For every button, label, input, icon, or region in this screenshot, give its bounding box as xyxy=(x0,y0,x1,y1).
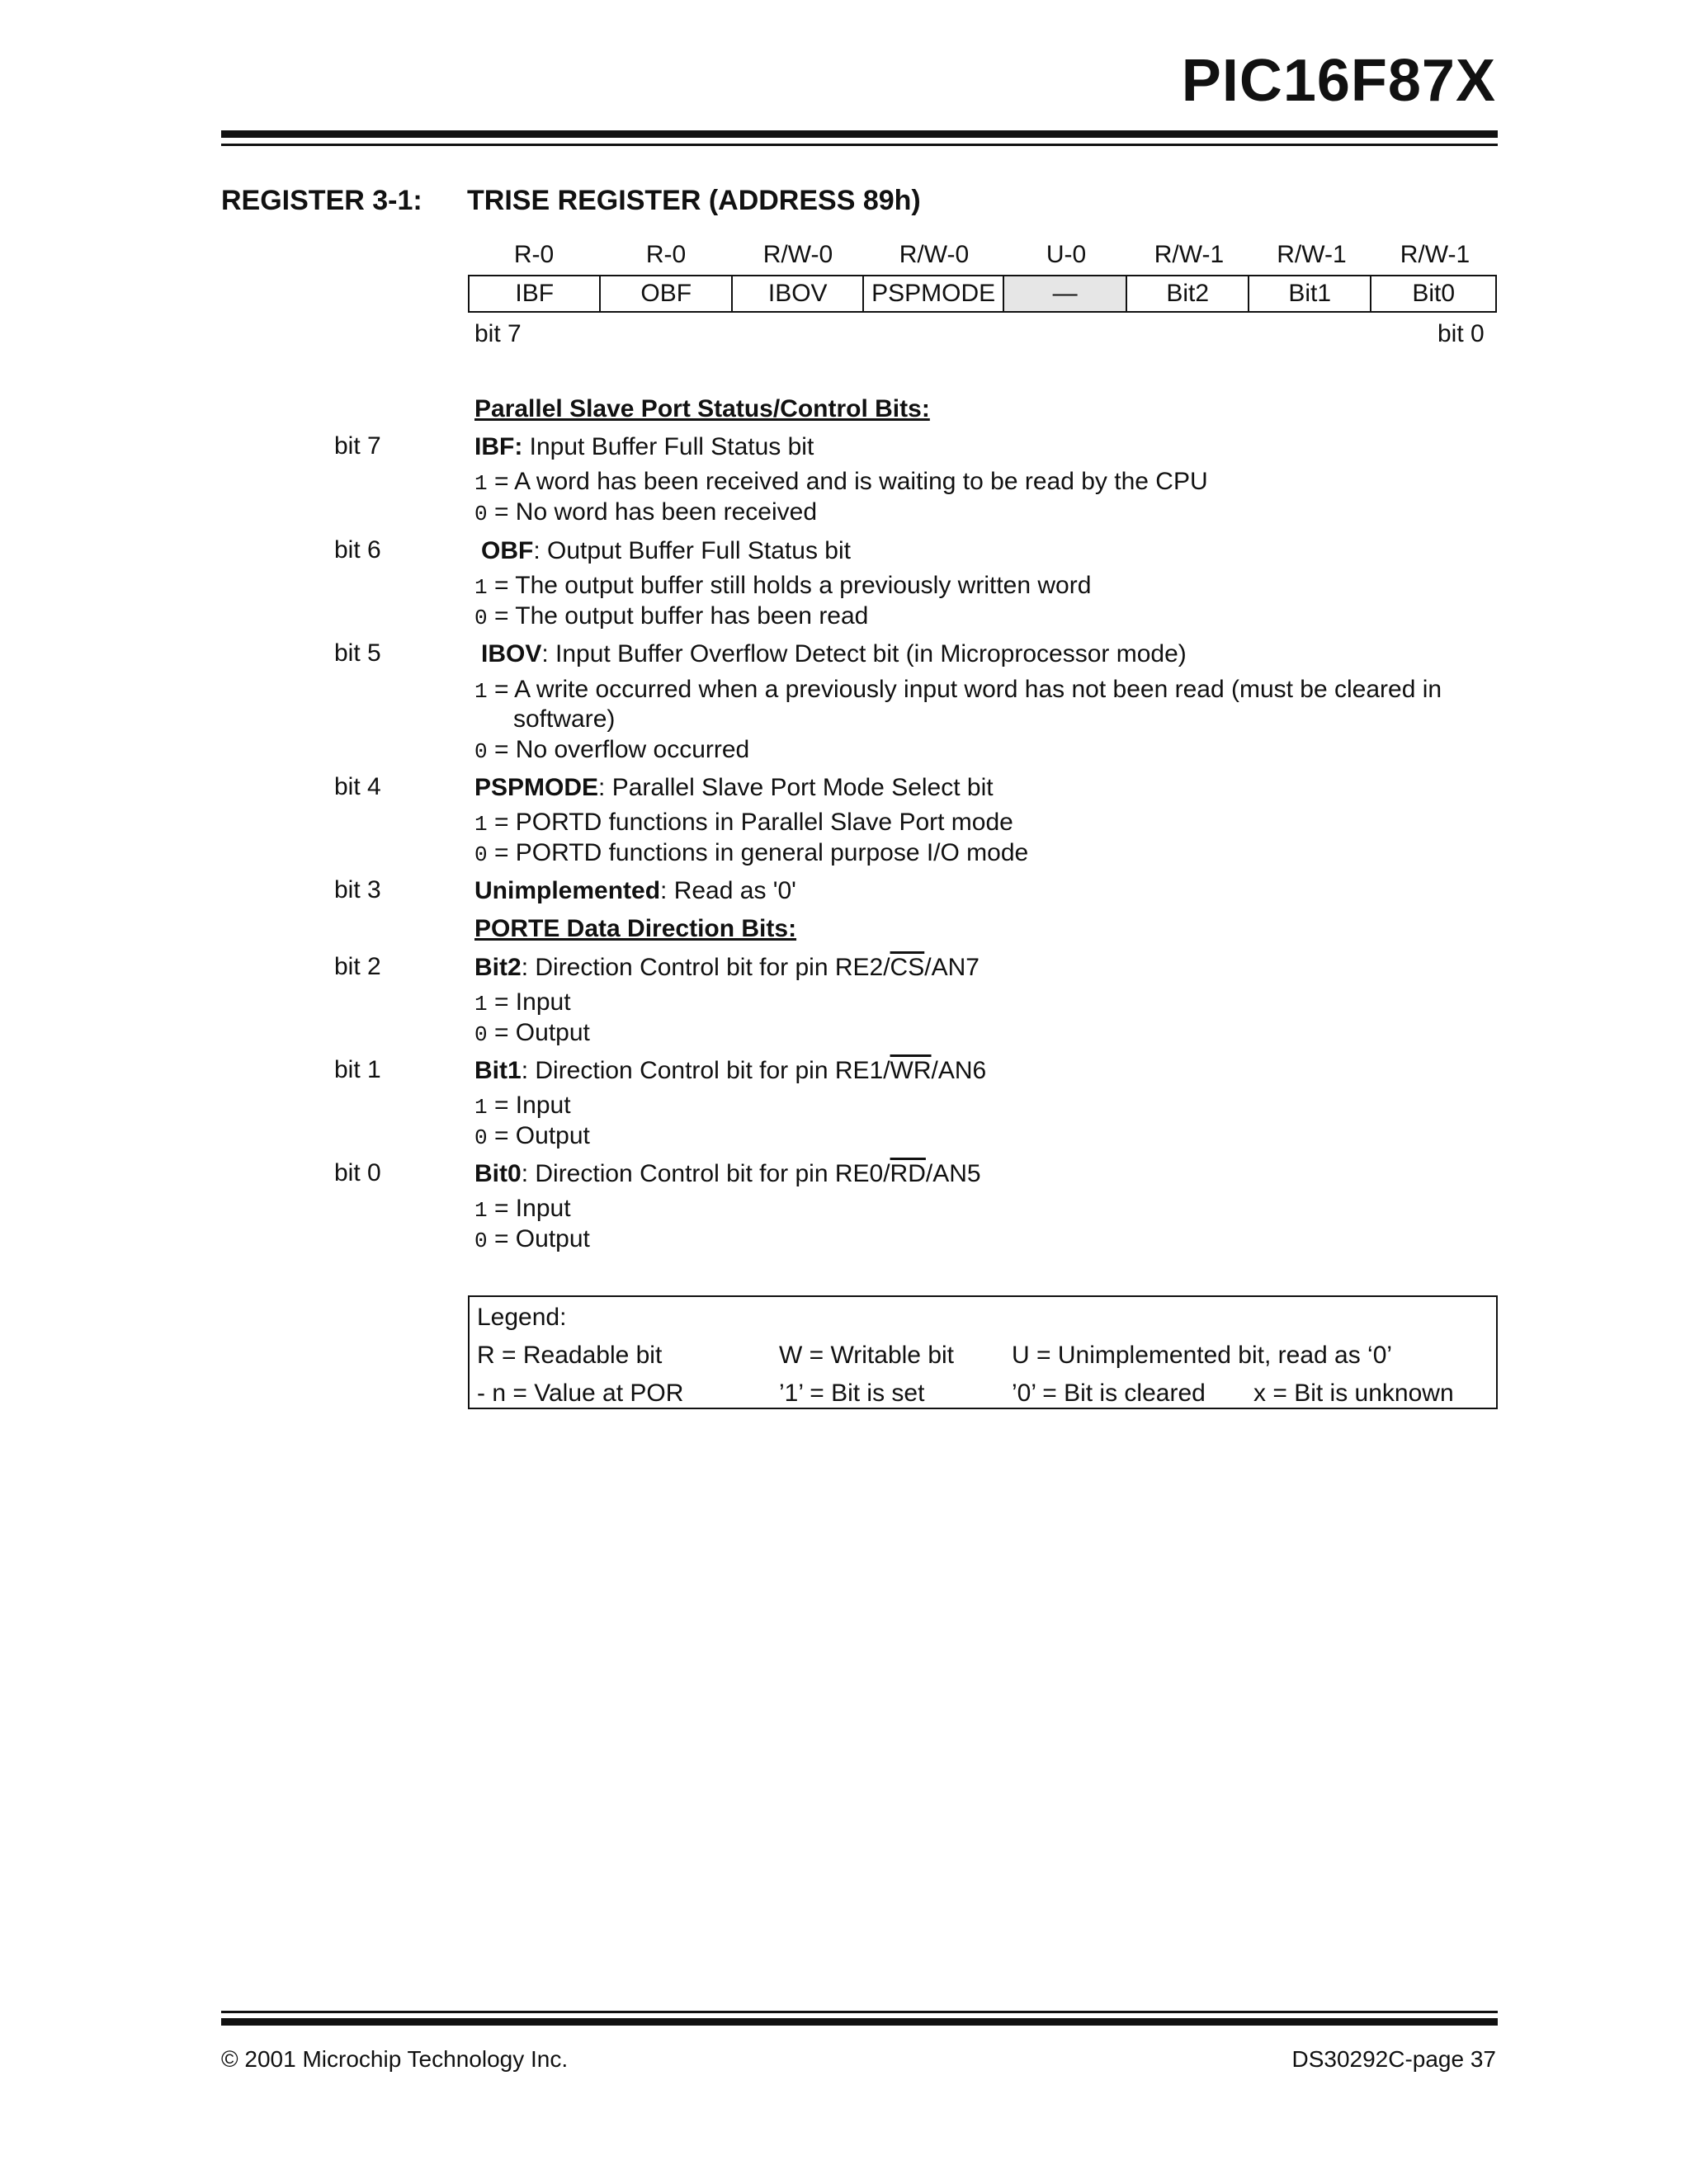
bit7-zero xyxy=(474,498,817,529)
bit1-one xyxy=(474,1091,571,1122)
bit0-text-pre: : Direction Control bit for pin RE0/ xyxy=(521,1160,890,1187)
register-number: REGISTER 3-1: xyxy=(221,185,422,216)
bit6-one-value: 1 xyxy=(474,575,488,600)
bit2-zero-text: = Output xyxy=(487,1019,590,1046)
bit1-text-post: /AN6 xyxy=(931,1057,987,1084)
bit4-one-value: 1 xyxy=(474,812,488,837)
bit6-one-text: = The output buffer still holds a previously written word xyxy=(487,572,1092,599)
bit0-one-value: 1 xyxy=(474,1198,488,1223)
bit-cell-ibf: IBF xyxy=(470,276,601,311)
bit5-zero-text: = No overflow occurred xyxy=(487,736,750,763)
bit1-zero-value: 0 xyxy=(474,1125,488,1150)
bit4-zero-text: = PORTD functions in general purpose I/O mode xyxy=(487,839,1029,866)
bit0-one xyxy=(474,1194,571,1225)
legend-unknown: x = Bit is unknown xyxy=(1253,1380,1454,1407)
bit2-one xyxy=(474,988,571,1019)
bit0-zero-value: 0 xyxy=(474,1229,488,1253)
access-bit1: R/W-1 xyxy=(1277,241,1347,268)
bit2-title xyxy=(474,953,980,983)
bit1-overbar: $\overline{WR}$ xyxy=(890,1057,932,1084)
bit4-one xyxy=(474,808,1013,839)
psp-heading: Parallel Slave Port Status/Control Bits: xyxy=(474,395,930,422)
bit3-name: Unimplemented xyxy=(474,877,661,904)
bit4-one-text: = PORTD functions in Parallel Slave Port mode xyxy=(487,809,1013,836)
bit1-zero-text: = Output xyxy=(487,1122,590,1149)
bit6-title xyxy=(481,536,851,566)
bit0-one-text: = Input xyxy=(487,1195,571,1222)
bit0-overbar: $\overline{RD}$ xyxy=(890,1160,926,1187)
bit1-one-text: = Input xyxy=(487,1092,571,1119)
bit-cell-ibov: IBOV xyxy=(733,276,864,311)
bit5-text: : Input Buffer Overflow Detect bit (in Microprocessor mode) xyxy=(541,640,1187,667)
bit7-zero-value: 0 xyxy=(474,502,488,526)
bit2-zero-value: 0 xyxy=(474,1022,488,1047)
bit0-zero xyxy=(474,1224,590,1256)
footer-page-number: DS30292C-page 37 xyxy=(1291,2046,1496,2072)
footer-rule-thick xyxy=(221,2018,1498,2026)
legend-por: - n = Value at POR xyxy=(477,1380,684,1407)
bit5-zero xyxy=(474,735,749,767)
bit6-zero-value: 0 xyxy=(474,606,488,630)
legend-writable: W = Writable bit xyxy=(779,1342,955,1369)
bit7-label: bit 7 xyxy=(334,432,381,460)
bit4-zero-value: 0 xyxy=(474,842,488,867)
bit5-name: IBOV xyxy=(481,640,542,667)
footer-copyright: © 2001 Microchip Technology Inc. xyxy=(221,2046,569,2072)
access-bit0: R/W-1 xyxy=(1400,241,1470,268)
bit2-one-text: = Input xyxy=(487,988,571,1016)
bit2-overbar: $\overline{CS}$ xyxy=(890,954,925,981)
bit-cell-unimplemented: — xyxy=(1004,276,1128,311)
bit2-zero xyxy=(474,1018,590,1050)
bit1-one-value: 1 xyxy=(474,1095,488,1120)
header-rule-thin xyxy=(221,144,1498,146)
bit0-text-post: /AN5 xyxy=(925,1160,981,1187)
bit1-zero xyxy=(474,1121,590,1153)
bit7-one-text: = A word has been received and is waiting to be read by the CPU xyxy=(487,468,1208,495)
bit-cell-pspmode: PSPMODE xyxy=(864,276,1003,311)
legend-box xyxy=(468,1295,1498,1409)
bit-cell-bit1: Bit1 xyxy=(1249,276,1372,311)
bit0-name: Bit0 xyxy=(474,1160,522,1187)
access-bit6: R-0 xyxy=(645,241,687,268)
bit2-text-post: /AN7 xyxy=(924,954,980,981)
footer-rule-thin xyxy=(221,2011,1498,2013)
bit6-label: bit 6 xyxy=(334,536,381,564)
bit1-title xyxy=(474,1056,986,1086)
bit0-zero-text: = Output xyxy=(487,1225,590,1252)
bit6-zero xyxy=(474,601,868,633)
access-bit5: R/W-0 xyxy=(762,241,833,268)
bit4-label: bit 4 xyxy=(334,773,381,800)
bit1-name: Bit1 xyxy=(474,1057,522,1084)
bit0-title xyxy=(474,1159,981,1189)
bit-cell-obf: OBF xyxy=(601,276,732,311)
access-bit7: R-0 xyxy=(513,241,555,268)
bit-name-table xyxy=(468,275,1497,313)
bit5-zero-value: 0 xyxy=(474,739,488,764)
bit4-zero xyxy=(474,838,1028,870)
legend-readable: R = Readable bit xyxy=(477,1342,663,1369)
bit3-title xyxy=(474,876,796,906)
bit5-one-text: = A write occurred when a previously input word has not been read (must be cleared in xyxy=(487,676,1442,703)
bit1-label: bit 1 xyxy=(334,1056,381,1083)
bit2-one-value: 1 xyxy=(474,992,488,1017)
bit0-label: bit 0 xyxy=(334,1159,381,1186)
bit7-one-value: 1 xyxy=(474,471,488,496)
bit6-zero-text: = The output buffer has been read xyxy=(487,602,869,630)
bit7-one xyxy=(474,467,1208,498)
bit5-one-value: 1 xyxy=(474,679,488,704)
bit6-name: OBF xyxy=(481,537,534,564)
bit3-label: bit 3 xyxy=(334,876,381,903)
bit7-text: Input Buffer Full Status bit xyxy=(522,433,814,460)
register-title: TRISE REGISTER (ADDRESS 89h) xyxy=(467,185,921,216)
bit7-zero-text: = No word has been received xyxy=(487,498,818,526)
bit2-label: bit 2 xyxy=(334,953,381,980)
bit1-text-pre: : Direction Control bit for pin RE1/ xyxy=(521,1057,890,1084)
header-rule-thick xyxy=(221,130,1498,138)
bit6-one xyxy=(474,571,1091,602)
bit2-name: Bit2 xyxy=(474,954,522,981)
legend-unimplemented: U = Unimplemented bit, read as ‘0’ xyxy=(1012,1342,1393,1369)
bit-cell-bit0: Bit0 xyxy=(1412,280,1456,307)
bit4-text: : Parallel Slave Port Mode Select bit xyxy=(598,774,994,801)
legend-set: ’1’ = Bit is set xyxy=(779,1380,925,1407)
bit5-one-cont: software) xyxy=(513,705,616,733)
document-title: PIC16F87X xyxy=(1181,48,1496,114)
bit4-name: PSPMODE xyxy=(474,774,599,801)
bit5-title xyxy=(481,639,1187,669)
bit6-text: : Output Buffer Full Status bit xyxy=(533,537,851,564)
legend-title: Legend: xyxy=(477,1304,567,1331)
bit3-text: : Read as '0' xyxy=(660,877,796,904)
bit-low-label: bit 0 xyxy=(1437,320,1485,347)
bit5-one xyxy=(474,675,1442,706)
bit5-label: bit 5 xyxy=(334,639,381,667)
porte-heading: PORTE Data Direction Bits: xyxy=(474,915,797,942)
access-bit4: R/W-0 xyxy=(899,241,970,268)
bit4-title xyxy=(474,773,994,803)
bit-access-row xyxy=(468,241,1497,269)
bit-cell-bit2: Bit2 xyxy=(1127,276,1249,311)
access-bit3: U-0 xyxy=(1046,241,1087,268)
access-bit2: R/W-1 xyxy=(1154,241,1225,268)
bit7-name: IBF: xyxy=(474,433,523,460)
bit-high-label: bit 7 xyxy=(474,320,522,347)
bit2-text-pre: : Direction Control bit for pin RE2/ xyxy=(521,954,890,981)
bit7-title xyxy=(474,432,814,462)
legend-cleared: ’0’ = Bit is cleared xyxy=(1012,1380,1206,1407)
